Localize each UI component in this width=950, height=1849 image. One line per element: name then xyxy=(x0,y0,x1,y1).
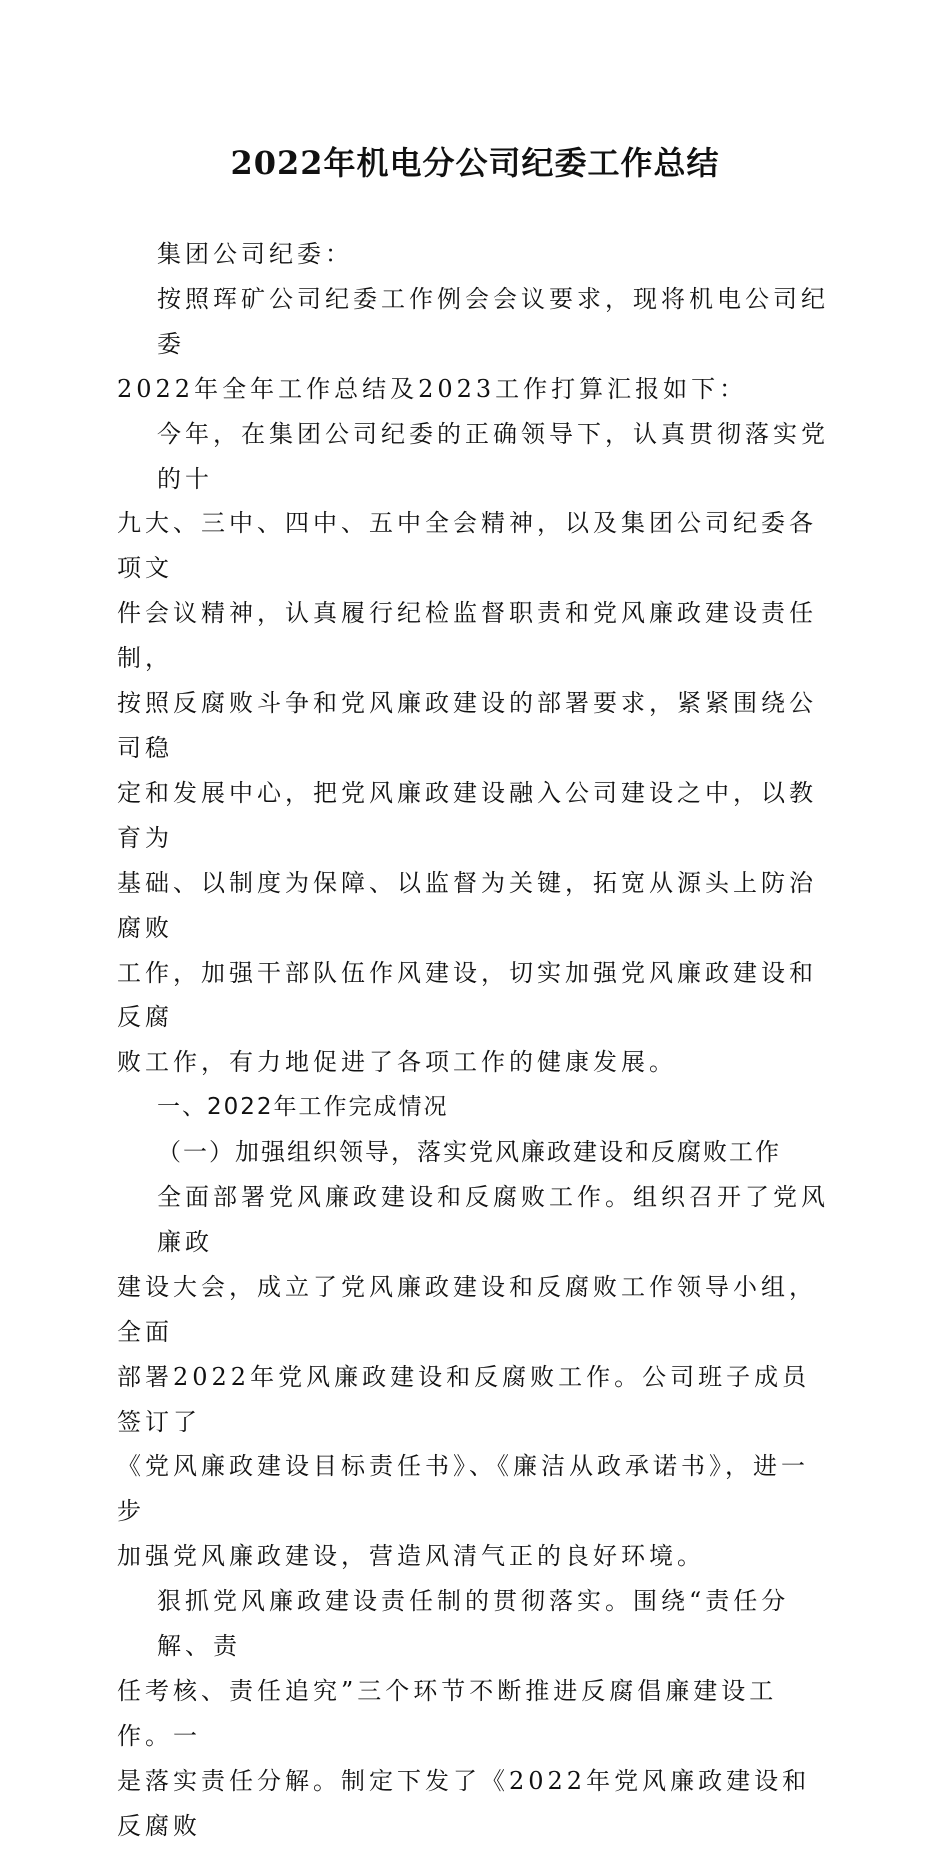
text-line: 任考核、责任追究”三个环节不断推进反腐倡廉建设工作。一 xyxy=(117,1677,778,1750)
text-line: 工作，加强干部队伍作风建设，切实加强党风廉政建设和反腐 xyxy=(117,958,817,1032)
text-line: 按照珲矿公司纪委工作例会会议要求，现将机电公司纪委 xyxy=(157,284,829,358)
salutation: 集团公司纪委： xyxy=(157,240,353,268)
text-line: 件会议精神，认真履行纪检监督职责和党风廉政建设责任制， xyxy=(117,599,817,673)
text-line: 《党风廉政建设目标责任书》、《廉洁从政承诺书》，进一步 xyxy=(117,1452,809,1526)
paragraph-2 xyxy=(117,412,833,1086)
subsection-heading: （一）加强组织领导，落实党风廉政建设和反腐败工作 xyxy=(157,1138,781,1167)
text-line: 加强党风廉政建设，营造风清气正的良好环境。 xyxy=(117,1542,705,1571)
text-line: 按照反腐败斗争和党风廉政建设的部署要求，紧紧围绕公司稳 xyxy=(117,689,817,762)
paragraph-1 xyxy=(117,277,833,412)
text-line: 全面部署党风廉政建设和反腐败工作。组织召开了党风廉政 xyxy=(157,1183,829,1256)
text-line: 狠抓党风廉政建设责任制的贯彻落实。围绕“责任分解、责 xyxy=(157,1587,790,1661)
document-body xyxy=(117,232,833,1849)
text-line: 定和发展中心，把党风廉政建设融入公司建设之中，以教育为 xyxy=(117,778,817,852)
text-line: 九大、三中、四中、五中全会精神，以及集团公司纪委各项文 xyxy=(117,509,817,583)
paragraph-4 xyxy=(117,1579,833,1848)
section-heading: 一、2022年工作完成情况 xyxy=(157,1094,449,1121)
text-line: 今年，在集团公司纪委的正确领导下，认真贯彻落实党的十 xyxy=(157,419,829,493)
text-line: 建设大会，成立了党风廉政建设和反腐败工作领导小组，全面 xyxy=(117,1272,817,1346)
text-line: 是落实责任分解。制定下发了《2022年党风廉政建设和反腐败 xyxy=(117,1766,811,1840)
text-line: 基础、以制度为保障、以监督为关键，拓宽从源头上防治腐败 xyxy=(117,868,817,942)
document-title: 2022年机电分公司纪委工作总结 xyxy=(230,144,720,182)
text-line: 部署2022年党风廉政建设和反腐败工作。公司班子成员签订了 xyxy=(117,1362,811,1436)
text-line: 败工作，有力地促进了各项工作的健康发展。 xyxy=(117,1048,677,1077)
paragraph-3 xyxy=(117,1175,833,1579)
text-line: 2022年全年工作总结及2023工作打算汇报如下： xyxy=(117,374,748,403)
